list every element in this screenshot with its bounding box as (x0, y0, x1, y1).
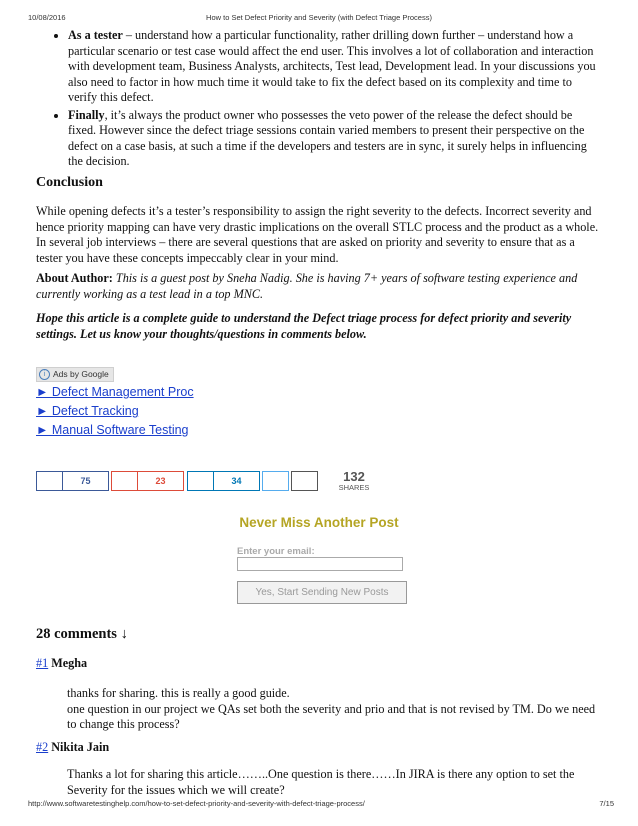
subscribe-heading: Never Miss Another Post (239, 515, 399, 530)
conclusion-heading: Conclusion (36, 175, 103, 190)
bullet-text: – understand how a particular functionality, rather drilling down further – understand how a particular scenario or test case would affect the end user. This involves a lot of collaboration and interaction with development team, Business Analysts, architects, Test lead, Development lead. In your discussions you also need to factor in how much time it would take to fix the defect based on its complexity and time to verify this defect. (68, 28, 596, 104)
share-total (336, 471, 372, 492)
bullet-item (68, 28, 602, 106)
bullet-lead: As a tester (68, 28, 123, 42)
comment-permalink[interactable]: #1 (36, 656, 49, 670)
bullet-lead: Finally (68, 107, 105, 122)
facebook-share-button[interactable] (36, 471, 63, 491)
print-title: How to Set Defect Priority and Severity (with Defect Triage Process) (206, 13, 432, 22)
page-number: 7/15 (599, 799, 614, 808)
comment-author: Nikita Jain (51, 740, 110, 754)
email-field[interactable] (237, 557, 403, 571)
ads-by-google-badge[interactable] (36, 367, 114, 382)
facebook-share-count: 75 (63, 471, 109, 491)
comment-line: Thanks a lot for sharing this article……..One question is there……In JIRA is there any option to set the Severity for the issues which we will create? (67, 767, 575, 797)
print-date: 10/08/2016 (28, 13, 66, 22)
comment-line: one question in our project we QAs set both the severity and prio and that is not revised by TM. Do we need to change this process? (67, 701, 596, 731)
comments-heading: 28 comments ↓ (36, 626, 128, 642)
conclusion-paragraph: While opening defects it’s a tester’s responsibility to assign the right severity to the defects. Incorrect severity and hence priority mapping can have very drastic implications on the overall STLC process and the product as a whole. In several job interviews – there are several questions that are asked on priority and severity to ensure that as a tester you have these concepts impeccably clear in your mind. (36, 204, 599, 265)
comment-body (67, 767, 602, 798)
closing-note: Hope this article is a complete guide to understand the Defect triage process for defect priority and severity settings. Let us know your thoughts/questions in comments below. (36, 311, 572, 341)
linkedin-share-button[interactable] (187, 471, 214, 491)
subscribe-button[interactable]: Yes, Start Sending New Posts (237, 581, 407, 604)
more-share-button[interactable] (291, 471, 318, 491)
bullet-item (68, 108, 602, 170)
google-share-count: 23 (138, 471, 184, 491)
ads-badge-label: Ads by Google (53, 369, 109, 379)
comment-body (67, 686, 602, 733)
comment-permalink[interactable]: #2 (36, 740, 49, 754)
comment-line: thanks for sharing. this is really a good guide. (67, 686, 290, 700)
print-url: http://www.softwaretestinghelp.com/how-to-set-defect-priority-and-severity-with-defect-triage-process/ (28, 799, 365, 808)
linkedin-share-count: 34 (214, 471, 260, 491)
comment-header (36, 656, 87, 671)
share-total-number: 132 (343, 469, 365, 484)
ad-link[interactable]: ► Defect Tracking (36, 404, 139, 418)
bullet-text: , it’s always the product owner who possesses the veto power of the release the defect should be fixed. However since the defect triage sessions contain varied members to present their perspective on the defect on a case basis, at such a time if the developers and testers are in sync, it surely helps in influencing the decision. (68, 107, 587, 168)
comment-header (36, 740, 109, 755)
ad-link[interactable]: ► Defect Management Proc (36, 385, 194, 399)
ad-link[interactable]: ► Manual Software Testing (36, 423, 189, 437)
google-share-button[interactable] (111, 471, 138, 491)
author-label: About Author: (36, 271, 113, 285)
info-icon: i (39, 369, 50, 380)
about-author (36, 271, 602, 302)
bullet-list (36, 28, 602, 170)
page-header (0, 13, 638, 25)
author-text: This is a guest post by Sneha Nadig. She is having 7+ years of software testing experience and currently working as a test lead in a top MNC. (36, 271, 578, 301)
page-footer (0, 799, 638, 811)
comment-author: Megha (51, 656, 88, 670)
email-label: Enter your email: (237, 546, 315, 557)
twitter-share-button[interactable] (262, 471, 289, 491)
article-body (36, 28, 602, 172)
share-total-label: SHARES (338, 483, 370, 492)
